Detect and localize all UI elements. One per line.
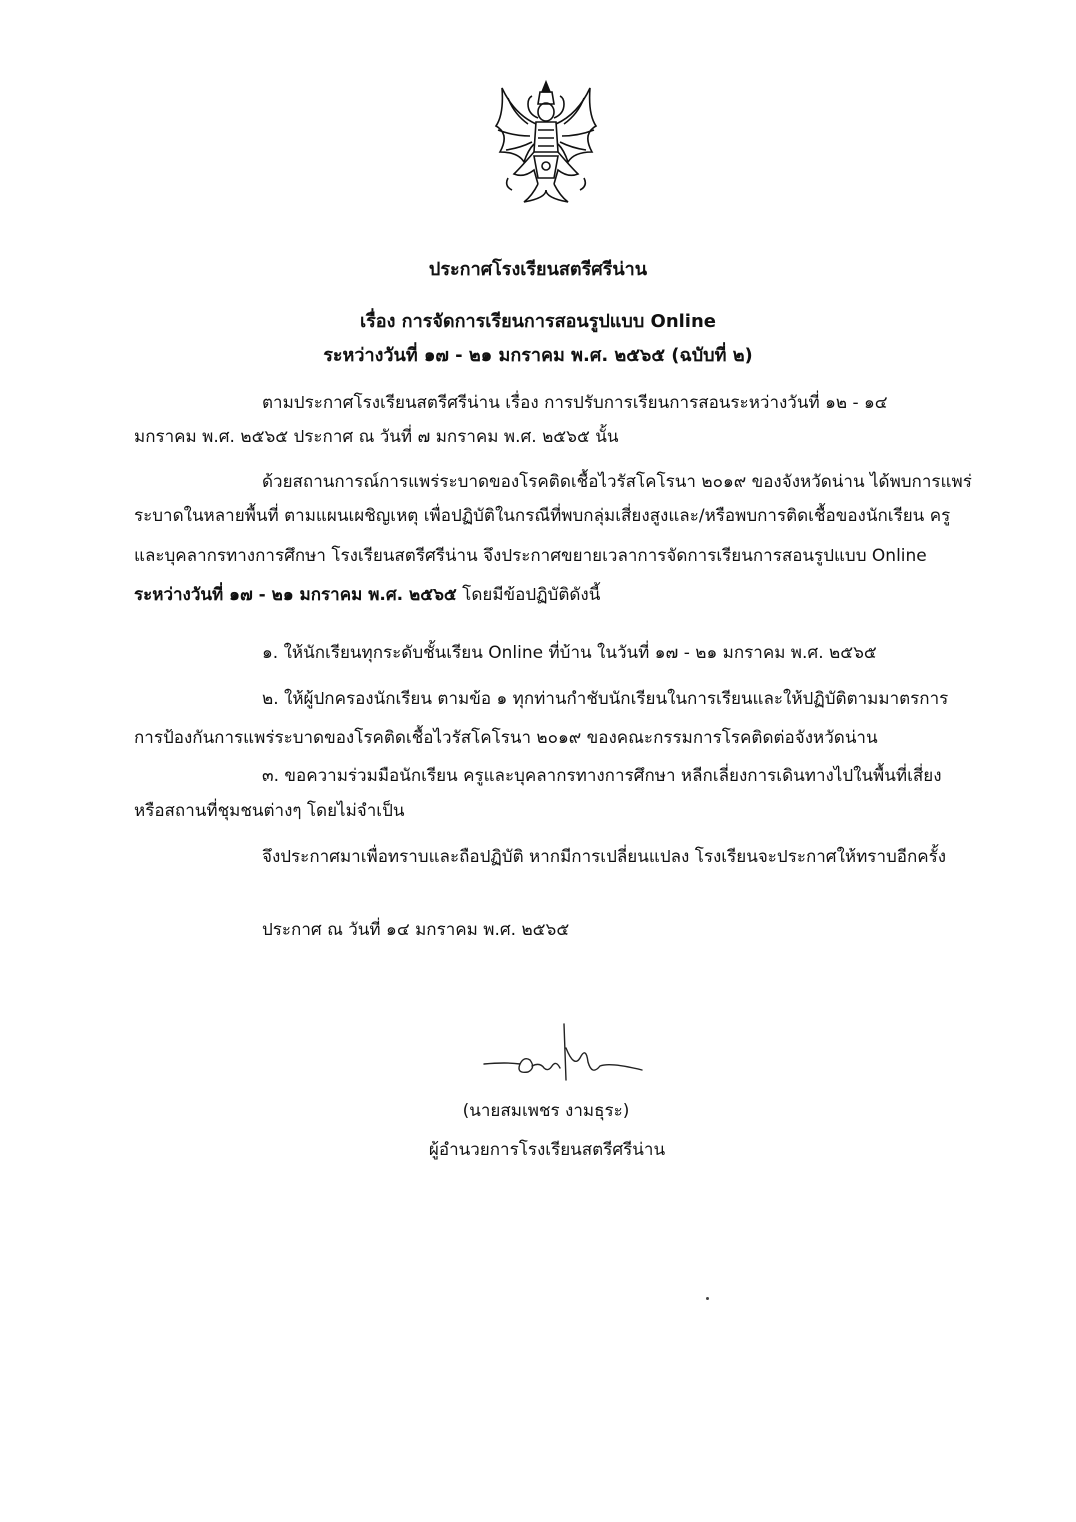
- para2-line2: ระบาดในหลายพื้นที่ ตามแผนเผชิญเหตุ เพื่อปฏิบัติในกรณีที่พบกลุ่มเสี่ยงสูงและ/หรือพบการติดเชื้อของนักเรียน ครู: [134, 506, 951, 526]
- item-2-line2: การป้องกันการแพร่ระบาดของโรคติดเชื้อไวรัสโคโรนา ๒๐๑๙ ของคณะกรรมการโรคติดต่อจังหวัดน่าน: [134, 728, 878, 748]
- para2-bold-period: ระหว่างวันที่ ๑๗ - ๒๑ มกราคม พ.ศ. ๒๕๖๕: [134, 585, 457, 605]
- signatory-position: ผู้อำนวยการโรงเรียนสตรีศรีน่าน: [428, 1140, 666, 1160]
- garuda-emblem-icon: [484, 74, 608, 210]
- para2-line4: [134, 585, 600, 605]
- para1-line1: ตามประกาศโรงเรียนสตรีศรีน่าน เรื่อง การปรับการเรียนการสอนระหว่างวันที่ ๑๒ - ๑๔: [262, 393, 888, 413]
- stray-mark: [706, 1297, 709, 1300]
- item-2-line1: ๒. ให้ผู้ปกครองนักเรียน ตามข้อ ๑ ทุกท่านกำชับนักเรียนในการเรียนและให้ปฏิบัติตามมาตรการ: [262, 689, 949, 709]
- item-3-line2: หรือสถานที่ชุมชนต่างๆ โดยไม่จำเป็น: [134, 801, 405, 821]
- item-1: ๑. ให้นักเรียนทุกระดับชั้นเรียน Online ที่บ้าน ในวันที่ ๑๗ - ๒๑ มกราคม พ.ศ. ๒๕๖๕: [262, 643, 877, 663]
- item-3-line1: ๓. ขอความร่วมมือนักเรียน ครูและบุคลากรทางการศึกษา หลีกเลี่ยงการเดินทางไปในพื้นที่เสี่ยง: [262, 766, 942, 786]
- signature-icon: [476, 1018, 646, 1092]
- signatory-name: (นายสมเพชร งามธุระ): [462, 1101, 630, 1121]
- period-line: ระหว่างวันที่ ๑๗ - ๒๑ มกราคม พ.ศ. ๒๕๖๕ (ฉบับที่ ๒): [323, 345, 753, 366]
- para2-line1: ด้วยสถานการณ์การแพร่ระบาดของโรคติดเชื้อไวรัสโคโรนา ๒๐๑๙ ของจังหวัดน่าน ได้พบการแพร่: [262, 472, 972, 492]
- para2-line3: และบุคลากรทางการศึกษา โรงเรียนสตรีศรีน่าน จึงประกาศขยายเวลาการจัดการเรียนการสอนรูปแบบ Online: [134, 546, 927, 566]
- closing-statement: จึงประกาศมาเพื่อทราบและถือปฏิบัติ หากมีการเปลี่ยนแปลง โรงเรียนจะประกาศให้ทราบอีกครั้ง: [262, 847, 947, 867]
- para2-line4-rest: โดยมีข้อปฏิบัติดังนี้: [456, 585, 601, 605]
- announcement-title: ประกาศโรงเรียนสตรีศรีน่าน: [428, 259, 648, 280]
- subject-line: เรื่อง การจัดการเรียนการสอนรูปแบบ Online: [359, 311, 716, 332]
- para1-line2: มกราคม พ.ศ. ๒๕๖๕ ประกาศ ณ วันที่ ๗ มกราคม พ.ศ. ๒๕๖๕ นั้น: [134, 427, 619, 447]
- announced-date: ประกาศ ณ วันที่ ๑๔ มกราคม พ.ศ. ๒๕๖๕: [262, 920, 570, 940]
